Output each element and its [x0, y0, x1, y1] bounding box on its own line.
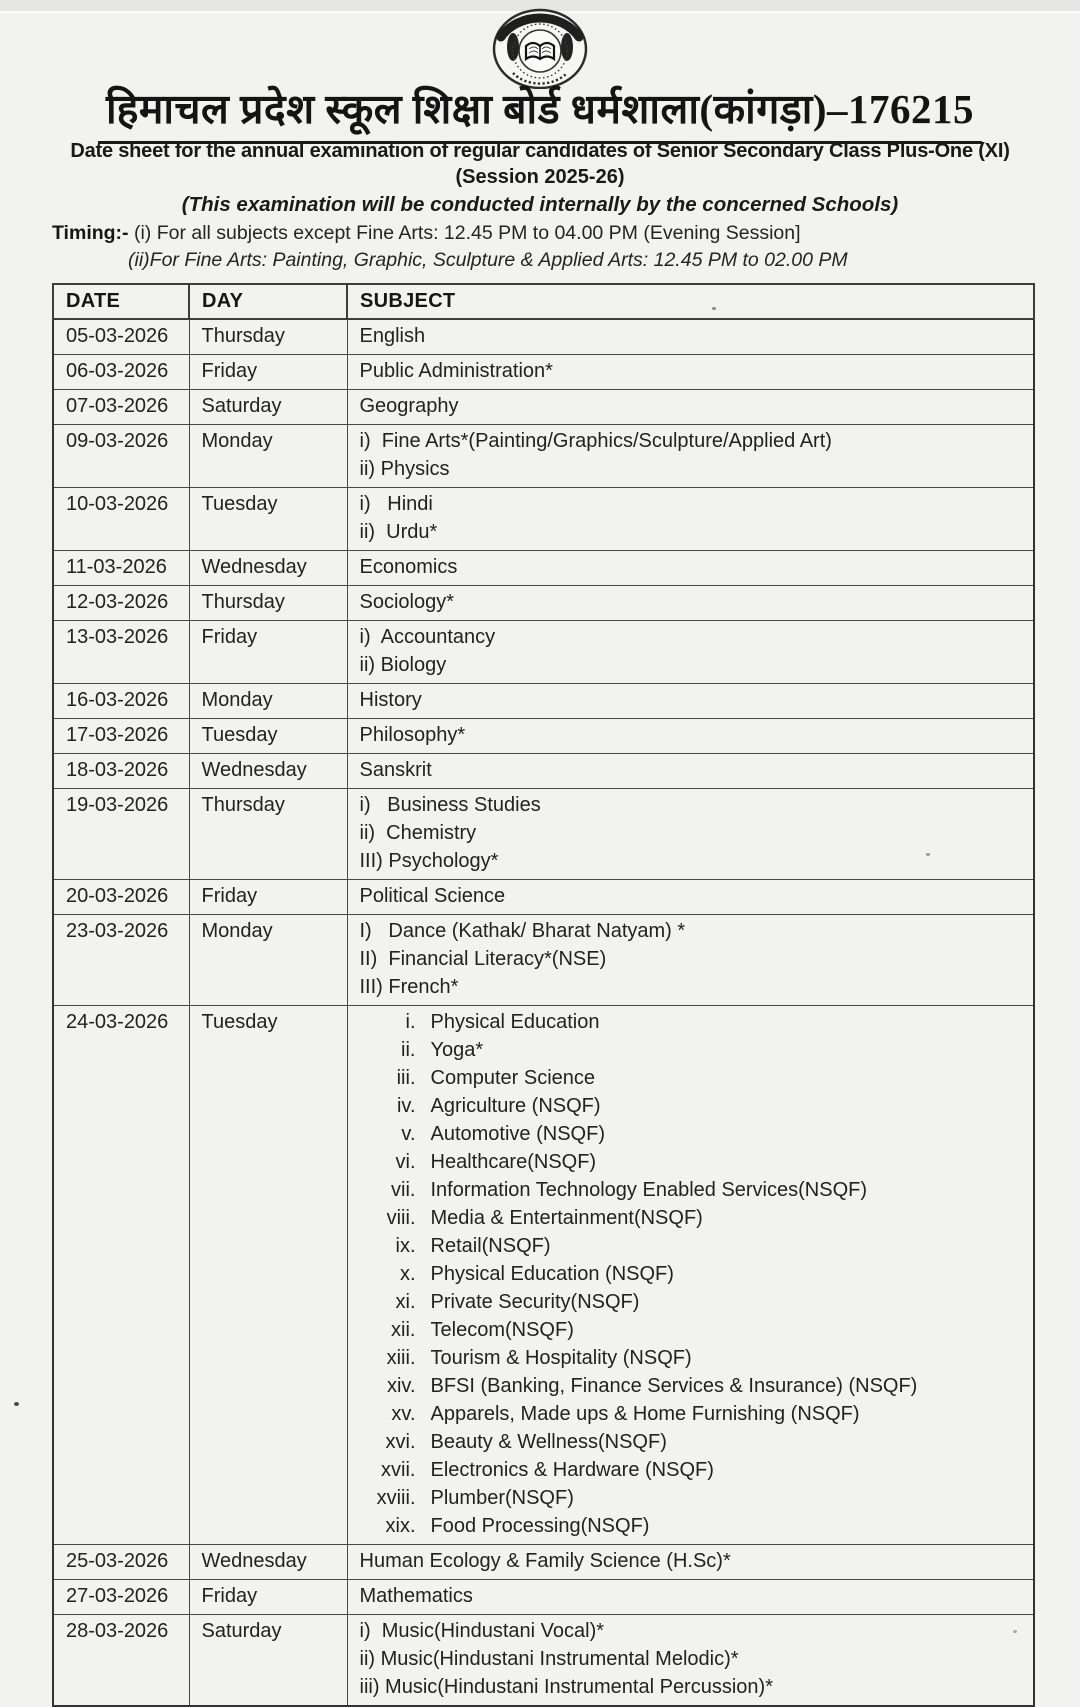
subject-cell — [347, 1545, 1034, 1580]
table-row — [53, 1615, 1034, 1707]
subject-roman-numeral: xiv. — [386, 1375, 416, 1397]
table-row — [53, 880, 1034, 915]
day-cell: Thursday — [189, 789, 347, 880]
subject-line: i) Business Studies — [359, 794, 541, 816]
subject-name: Apparels, Made ups & Home Furnishing (NSQF) — [430, 1403, 860, 1425]
subject-roman-numeral: xv. — [391, 1403, 416, 1425]
day-cell: Monday — [189, 684, 347, 719]
date-cell: 19-03-2026 — [53, 789, 189, 880]
day-cell: Wednesday — [189, 1545, 347, 1580]
subject-line: ii) Urdu* — [359, 521, 438, 543]
subject-line — [360, 1204, 1024, 1232]
subject-cell — [347, 551, 1034, 586]
session-line: (Session 2025-26) — [455, 166, 625, 188]
datesheet-table — [52, 283, 1035, 1707]
board-name-hindi: हिमाचल प्रदेश स्कूल शिक्षा बोर्ड धर्मशाला(कांगड़ा)–176215 — [98, 80, 982, 144]
subject-line — [360, 1372, 1024, 1400]
subject-line — [360, 1288, 1024, 1316]
subject-line: I) Dance (Kathak/ Bharat Natyam) * — [359, 920, 686, 942]
subject-line — [360, 1092, 1024, 1120]
subject-line: ii) Biology — [359, 654, 447, 676]
date-cell: 13-03-2026 — [53, 621, 189, 684]
scan-speck — [14, 1402, 19, 1406]
day-cell: Monday — [189, 915, 347, 1006]
subject-line — [360, 1344, 1024, 1372]
subject-cell — [347, 1580, 1034, 1615]
subject-roman-numeral: xiii. — [386, 1347, 416, 1369]
subject-line — [360, 1512, 1024, 1540]
subject-roman-numeral: iii. — [396, 1067, 416, 1089]
subject-line: i) Music(Hindustani Vocal)* — [359, 1620, 605, 1642]
table-row — [53, 621, 1034, 684]
date-cell: 09-03-2026 — [53, 425, 189, 488]
subject-name: Healthcare(NSQF) — [430, 1151, 597, 1173]
subject-roman-numeral: vi. — [395, 1151, 416, 1173]
day-cell: Friday — [189, 621, 347, 684]
date-cell: 20-03-2026 — [53, 880, 189, 915]
subject-line — [360, 1036, 1024, 1064]
subject-name: Physical Education — [430, 1011, 600, 1033]
subject-cell — [347, 880, 1034, 915]
timing-line-1-text: (i) For all subjects except Fine Arts: 12.45 PM to 04.00 PM (Evening Session] — [128, 222, 801, 244]
date-cell: 25-03-2026 — [53, 1545, 189, 1580]
scan-speck — [1013, 1630, 1017, 1633]
subject-line: Political Science — [359, 885, 506, 907]
subject-line — [360, 1484, 1024, 1512]
subject-line: i) Hindi — [359, 493, 433, 515]
subject-name: Electronics & Hardware (NSQF) — [430, 1459, 714, 1481]
table-row — [53, 425, 1034, 488]
subject-line: Geography — [359, 395, 459, 417]
subject-cell — [347, 684, 1034, 719]
subject-cell — [347, 488, 1034, 551]
subject-roman-numeral: ii. — [401, 1039, 416, 1061]
subject-name: Automotive (NSQF) — [430, 1123, 605, 1145]
subject-cell — [347, 319, 1034, 355]
day-cell: Wednesday — [189, 551, 347, 586]
subject-roman-numeral: iv. — [396, 1095, 416, 1117]
date-cell: 17-03-2026 — [53, 719, 189, 754]
subject-line — [360, 1232, 1024, 1260]
subject-name: Food Processing(NSQF) — [430, 1515, 650, 1537]
timing-label: Timing:- — [52, 222, 129, 244]
subject-roman-numeral: v. — [401, 1123, 416, 1145]
subject-roman-numeral: xvii. — [381, 1459, 416, 1481]
table-row — [53, 390, 1034, 425]
day-cell: Tuesday — [189, 1006, 347, 1545]
table-row — [53, 1580, 1034, 1615]
subject-name: Private Security(NSQF) — [430, 1291, 640, 1313]
table-row — [53, 1006, 1034, 1545]
table-row — [53, 754, 1034, 789]
subject-roman-numeral: xvi. — [385, 1431, 416, 1453]
subject-line: ii) Music(Hindustani Instrumental Melodic)* — [359, 1648, 739, 1670]
subject-roman-numeral: xix. — [385, 1515, 416, 1537]
day-cell: Tuesday — [189, 719, 347, 754]
subject-line: Philosophy* — [359, 724, 466, 746]
day-cell: Friday — [189, 1580, 347, 1615]
date-cell: 11-03-2026 — [53, 551, 189, 586]
date-cell: 18-03-2026 — [53, 754, 189, 789]
subject-line: Sanskrit — [359, 759, 432, 781]
table-row — [53, 488, 1034, 551]
subject-name: BFSI (Banking, Finance Services & Insurance) (NSQF) — [430, 1375, 918, 1397]
subject-roman-numeral: i. — [405, 1011, 416, 1033]
day-cell: Thursday — [189, 586, 347, 621]
subject-roman-numeral: vii. — [391, 1179, 416, 1201]
subject-line: II) Financial Literacy*(NSE) — [359, 948, 607, 970]
day-cell: Thursday — [189, 319, 347, 355]
table-row — [53, 586, 1034, 621]
subject-line: i) Fine Arts*(Painting/Graphics/Sculpture/Applied Art) — [359, 430, 832, 452]
subject-cell — [347, 586, 1034, 621]
date-cell: 07-03-2026 — [53, 390, 189, 425]
subject-cell — [347, 355, 1034, 390]
subject-roman-numeral: xviii. — [376, 1487, 416, 1509]
subject-roman-numeral: xi. — [395, 1291, 416, 1313]
subject-name: Beauty & Wellness(NSQF) — [430, 1431, 667, 1453]
date-cell: 10-03-2026 — [53, 488, 189, 551]
column-header-subject: SUBJECT — [347, 284, 1034, 319]
subject-line — [360, 1456, 1024, 1484]
subject-line — [360, 1008, 1024, 1036]
date-cell: 06-03-2026 — [53, 355, 189, 390]
subject-line — [360, 1428, 1024, 1456]
subject-line: ii) Chemistry — [359, 822, 477, 844]
date-cell: 27-03-2026 — [53, 1580, 189, 1615]
column-header-day: DAY — [189, 284, 347, 319]
timing-line-2: (ii)For Fine Arts: Painting, Graphic, Sculpture & Applied Arts: 12.45 PM to 02.00 PM — [128, 249, 848, 271]
datesheet-subtitle: Date sheet for the annual examination of regular candidates of Senior Secondary Class Plus-One (XI) — [70, 140, 1010, 162]
subject-line — [360, 1148, 1024, 1176]
subject-line: iii) Music(Hindustani Instrumental Percussion)* — [359, 1676, 773, 1698]
subject-line: i) Accountancy — [359, 626, 496, 648]
subject-line: ii) Physics — [359, 458, 450, 480]
table-row — [53, 719, 1034, 754]
table-row — [53, 355, 1034, 390]
date-cell: 24-03-2026 — [53, 1006, 189, 1545]
subject-line: Mathematics — [359, 1585, 473, 1607]
subject-cell — [347, 425, 1034, 488]
subject-line: Public Administration* — [359, 360, 553, 382]
column-header-date: DATE — [53, 284, 189, 319]
subject-line: English — [359, 325, 426, 347]
table-row — [53, 684, 1034, 719]
scan-speck — [712, 307, 716, 310]
subject-cell — [347, 1615, 1034, 1707]
subject-line — [360, 1064, 1024, 1092]
subject-line: III) Psychology* — [359, 850, 499, 872]
subject-line — [360, 1400, 1024, 1428]
subject-name: Tourism & Hospitality (NSQF) — [430, 1347, 692, 1369]
subject-line: Human Ecology & Family Science (H.Sc)* — [359, 1550, 731, 1572]
subject-line — [360, 1260, 1024, 1288]
subject-name: Retail(NSQF) — [430, 1235, 551, 1257]
subject-cell — [347, 789, 1034, 880]
subject-cell — [347, 621, 1034, 684]
subject-cell — [347, 1006, 1034, 1545]
date-cell: 23-03-2026 — [53, 915, 189, 1006]
day-cell: Friday — [189, 880, 347, 915]
day-cell: Monday — [189, 425, 347, 488]
date-cell: 12-03-2026 — [53, 586, 189, 621]
subject-roman-numeral: x. — [399, 1263, 416, 1285]
subject-line: Sociology* — [359, 591, 455, 613]
subject-name: Information Technology Enabled Services(NSQF) — [430, 1179, 868, 1201]
subject-cell — [347, 915, 1034, 1006]
date-cell: 16-03-2026 — [53, 684, 189, 719]
subject-roman-numeral: xii. — [391, 1319, 416, 1341]
subject-name: Agriculture (NSQF) — [430, 1095, 601, 1117]
subject-name: Telecom(NSQF) — [430, 1319, 574, 1341]
subject-name: Yoga* — [430, 1039, 484, 1061]
table-row — [53, 319, 1034, 355]
date-cell: 28-03-2026 — [53, 1615, 189, 1707]
day-cell: Wednesday — [189, 754, 347, 789]
subject-line: History — [359, 689, 422, 711]
day-cell: Saturday — [189, 390, 347, 425]
subject-line: III) French* — [359, 976, 459, 998]
scan-speck — [926, 853, 930, 856]
subject-name: Computer Science — [430, 1067, 596, 1089]
datesheet-body — [53, 319, 1034, 1706]
table-row — [53, 789, 1034, 880]
subject-roman-numeral: ix. — [395, 1235, 416, 1257]
timing-line-1 — [52, 222, 801, 245]
subject-cell — [347, 754, 1034, 789]
subject-cell — [347, 719, 1034, 754]
day-cell: Saturday — [189, 1615, 347, 1707]
day-cell: Tuesday — [189, 488, 347, 551]
subject-line: Economics — [359, 556, 458, 578]
day-cell: Friday — [189, 355, 347, 390]
subject-line — [360, 1176, 1024, 1204]
subject-name: Plumber(NSQF) — [430, 1487, 574, 1509]
subject-line — [360, 1316, 1024, 1344]
subject-name: Media & Entertainment(NSQF) — [430, 1207, 703, 1229]
subject-line — [360, 1120, 1024, 1148]
subject-name: Physical Education (NSQF) — [430, 1263, 674, 1285]
subject-roman-numeral: viii. — [386, 1207, 416, 1229]
table-row — [53, 915, 1034, 1006]
table-row — [53, 551, 1034, 586]
date-cell: 05-03-2026 — [53, 319, 189, 355]
subject-cell — [347, 390, 1034, 425]
internal-exam-note: (This examination will be conducted internally by the concerned Schools) — [181, 193, 899, 216]
table-row — [53, 1545, 1034, 1580]
table-header-row — [53, 284, 1034, 319]
